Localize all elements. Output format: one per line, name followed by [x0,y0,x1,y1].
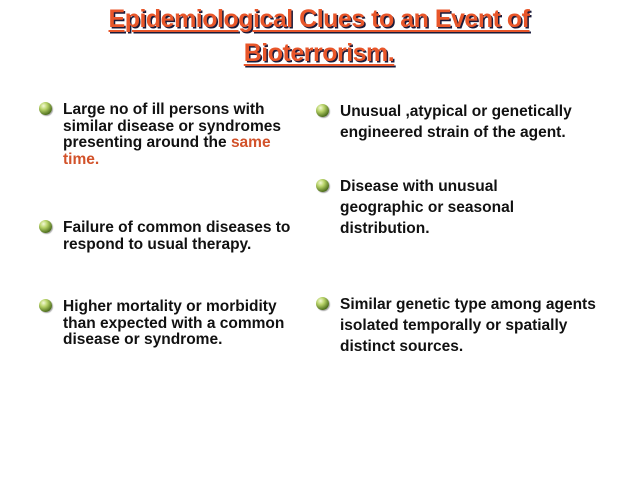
bullet-icon [39,102,52,115]
right-bullet-3 [340,294,600,357]
bullet-icon [316,104,329,117]
bullet-icon [316,297,329,310]
right-bullet-3-text: Similar genetic type among agents isolated temporally or spatially distinct sources. [340,296,596,355]
slide-title-line-1: Epidemiological Clues to an Event of [108,5,530,33]
left-bullet-1-accent: same time. [63,134,271,168]
left-bullet-1 [63,102,301,168]
right-bullet-2-text: Disease with unusual geographic or seasonal distribution. [340,178,514,237]
left-bullet-2 [63,220,303,253]
left-bullet-2-text: Failure of common diseases to respond to usual therapy. [63,219,291,253]
left-bullet-3-text: Higher mortality or morbidity than expected with a common disease or syndrome. [63,298,285,348]
bullet-icon [39,220,52,233]
bullet-icon [316,179,329,192]
left-bullet-3 [63,299,308,349]
right-bullet-1 [340,101,615,143]
right-bullet-2 [340,176,555,239]
right-bullet-1-text: Unusual ,atypical or genetically engineered strain of the agent. [340,103,572,141]
left-bullet-1-main: Large no of ill persons with similar disease or syndromes presenting around the [63,101,281,151]
slide-title-line-2: Bioterrorism. [243,39,395,67]
left-bullet-1-text [63,102,301,168]
bullet-icon [39,299,52,312]
slide-title [40,2,598,70]
